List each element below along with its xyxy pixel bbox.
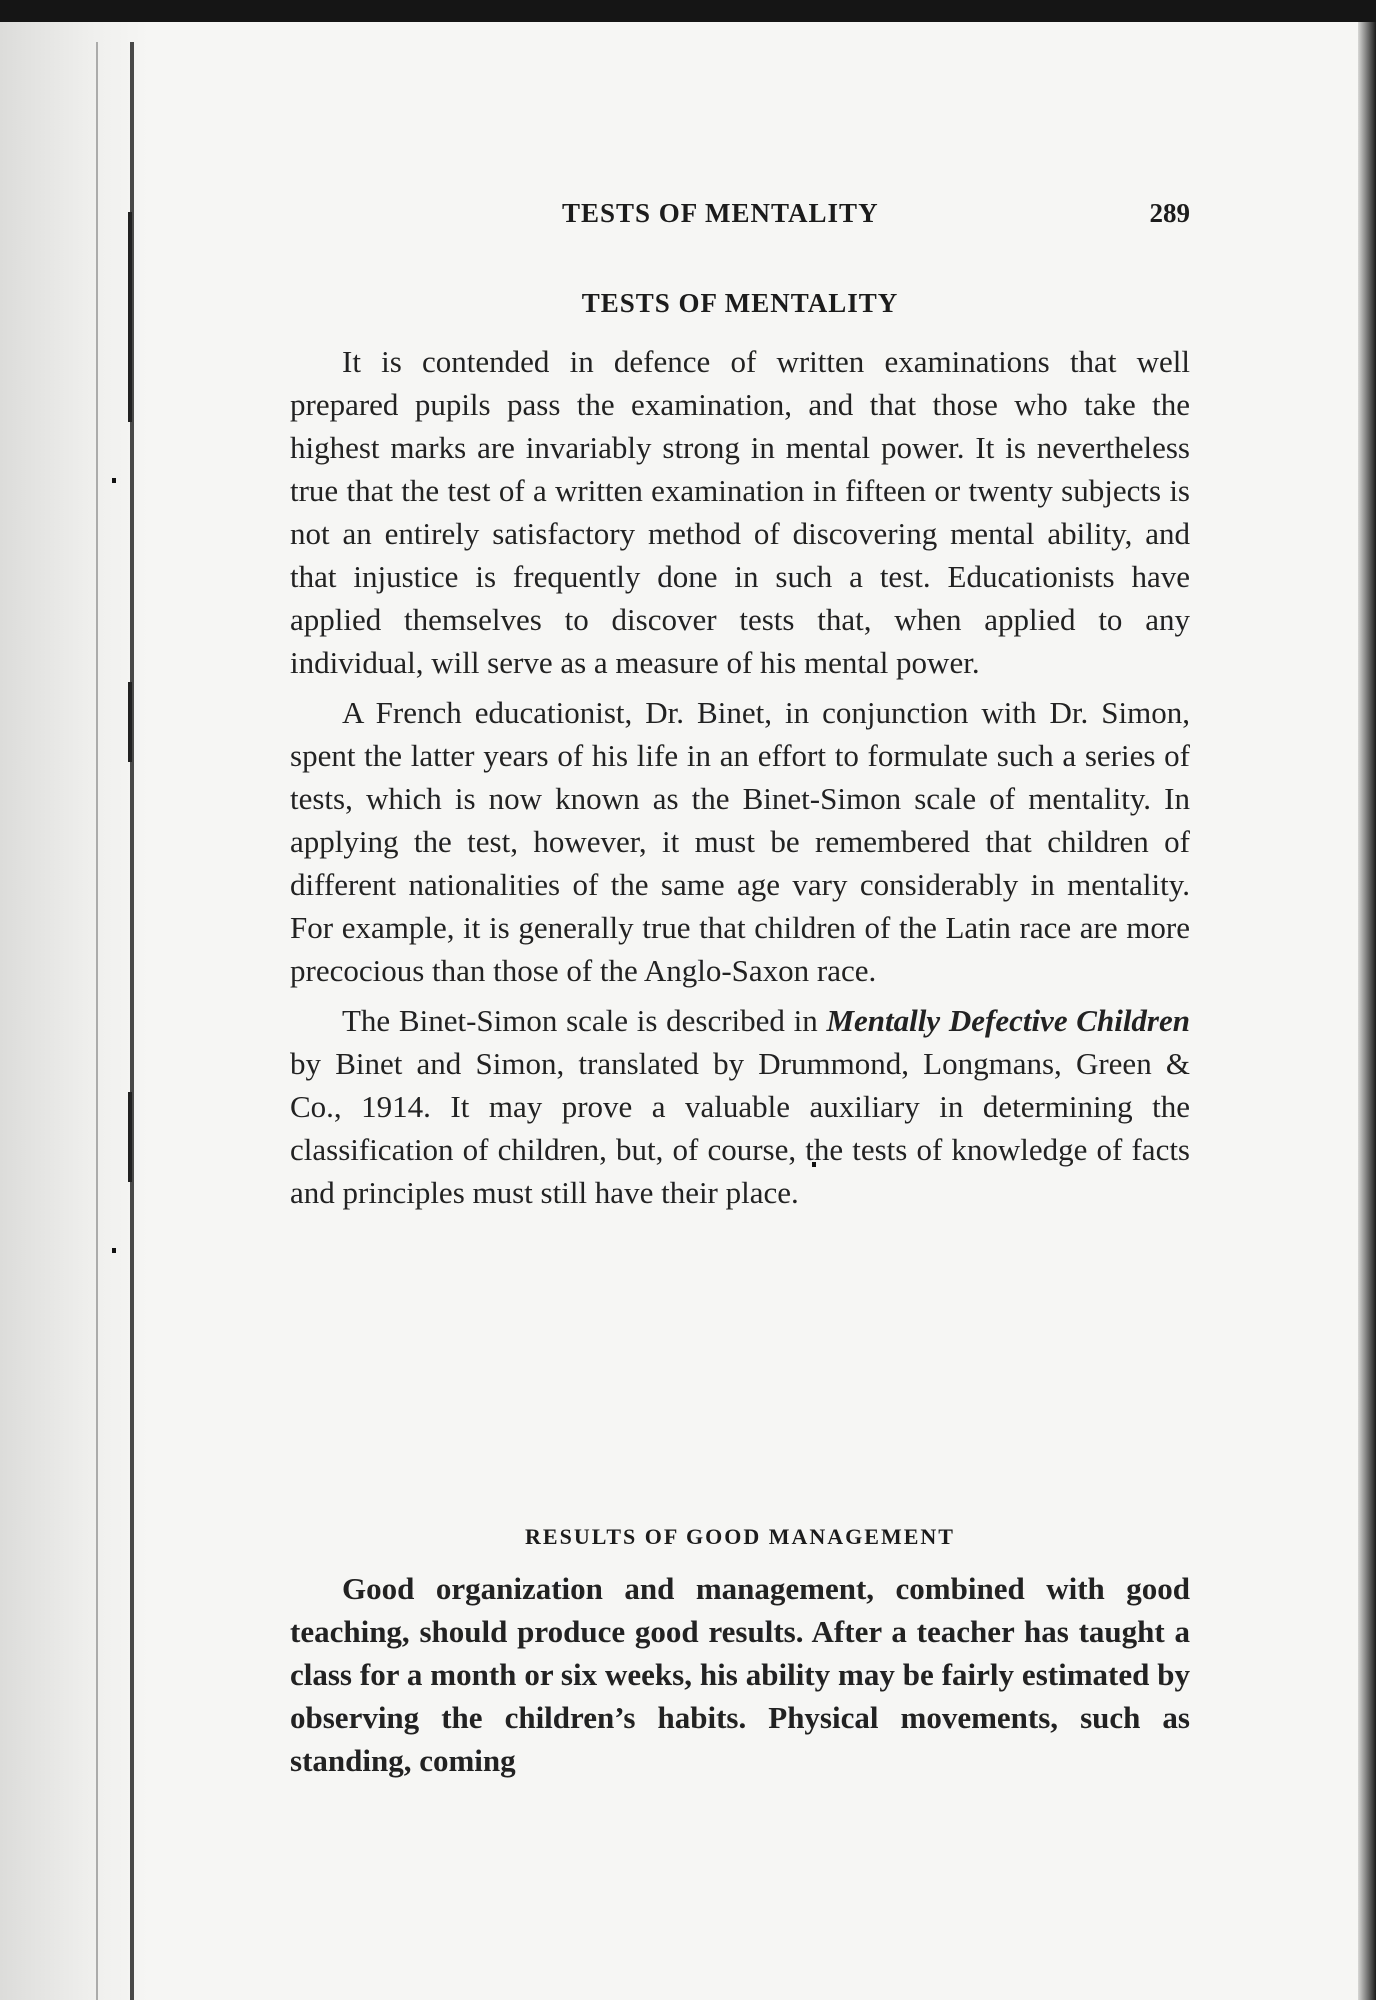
paragraph: A French educationist, Dr. Binet, in conjunction with Dr. Simon, spent the latter years of his life in an effort to formulate such a series of tests, which is now known as the Binet-Simon scale of mentality. In applying the test, however, it must be remembered that children of different nationalities of the same age vary considerably in mentality. For example, it is generally true that children of the Latin race are more precocious than those of the Anglo-Saxon race.	[290, 695, 1190, 988]
paragraph-text: by Binet and Simon, translated by Drummond, Longmans, Green & Co., 1914. It may prove a valuable auxiliary in determining the classification of children, but, of course, the tests of knowledge of facts and principles must still have their place.	[290, 1046, 1190, 1210]
book-title: Mentally Defective Children	[826, 1003, 1190, 1038]
section-heading-results-of-good-management: RESULTS OF GOOD MANAGEMENT	[525, 1524, 955, 1549]
paragraph-text: The Binet-Simon scale is described in	[342, 1003, 827, 1038]
speck-mark	[112, 1248, 116, 1253]
book-page	[0, 22, 1376, 2000]
page-edge-shadow	[1358, 22, 1376, 2000]
running-header	[290, 198, 1190, 242]
binding-mark	[128, 212, 132, 422]
running-title: TESTS OF MENTALITY	[562, 198, 879, 228]
binding-mark	[128, 1092, 132, 1182]
section-body-tests-of-mentality	[290, 340, 1190, 1214]
section-heading-tests-of-mentality: TESTS OF MENTALITY	[581, 288, 899, 318]
paragraph	[290, 999, 1190, 1214]
paragraph: It is contended in defence of written examinations that well prepared pupils pass the examination, and that those who take the highest marks are invariably strong in mental power. It is nevertheless true that the test of a written examination in fifteen or twenty subjects is not an entirely satisfactory method of discovering mental ability, and that injustice is frequently done in such a test. Educationists have applied themselves to discover tests that, when applied to any individual, will serve as a measure of his mental power.	[290, 344, 1190, 680]
section-body-results-of-good-management	[290, 1567, 1190, 1782]
speck-mark	[112, 478, 116, 483]
gutter-edge-line	[96, 42, 98, 2000]
paragraph: Good organization and management, combined with good teaching, should produce good results. After a teacher has taught a class for a month or six weeks, his ability may be fairly estimated by observing the children’s habits. Physical movements, such as standing, coming	[290, 1571, 1190, 1778]
page-number: 289	[1149, 198, 1190, 228]
binding-mark	[128, 682, 132, 762]
